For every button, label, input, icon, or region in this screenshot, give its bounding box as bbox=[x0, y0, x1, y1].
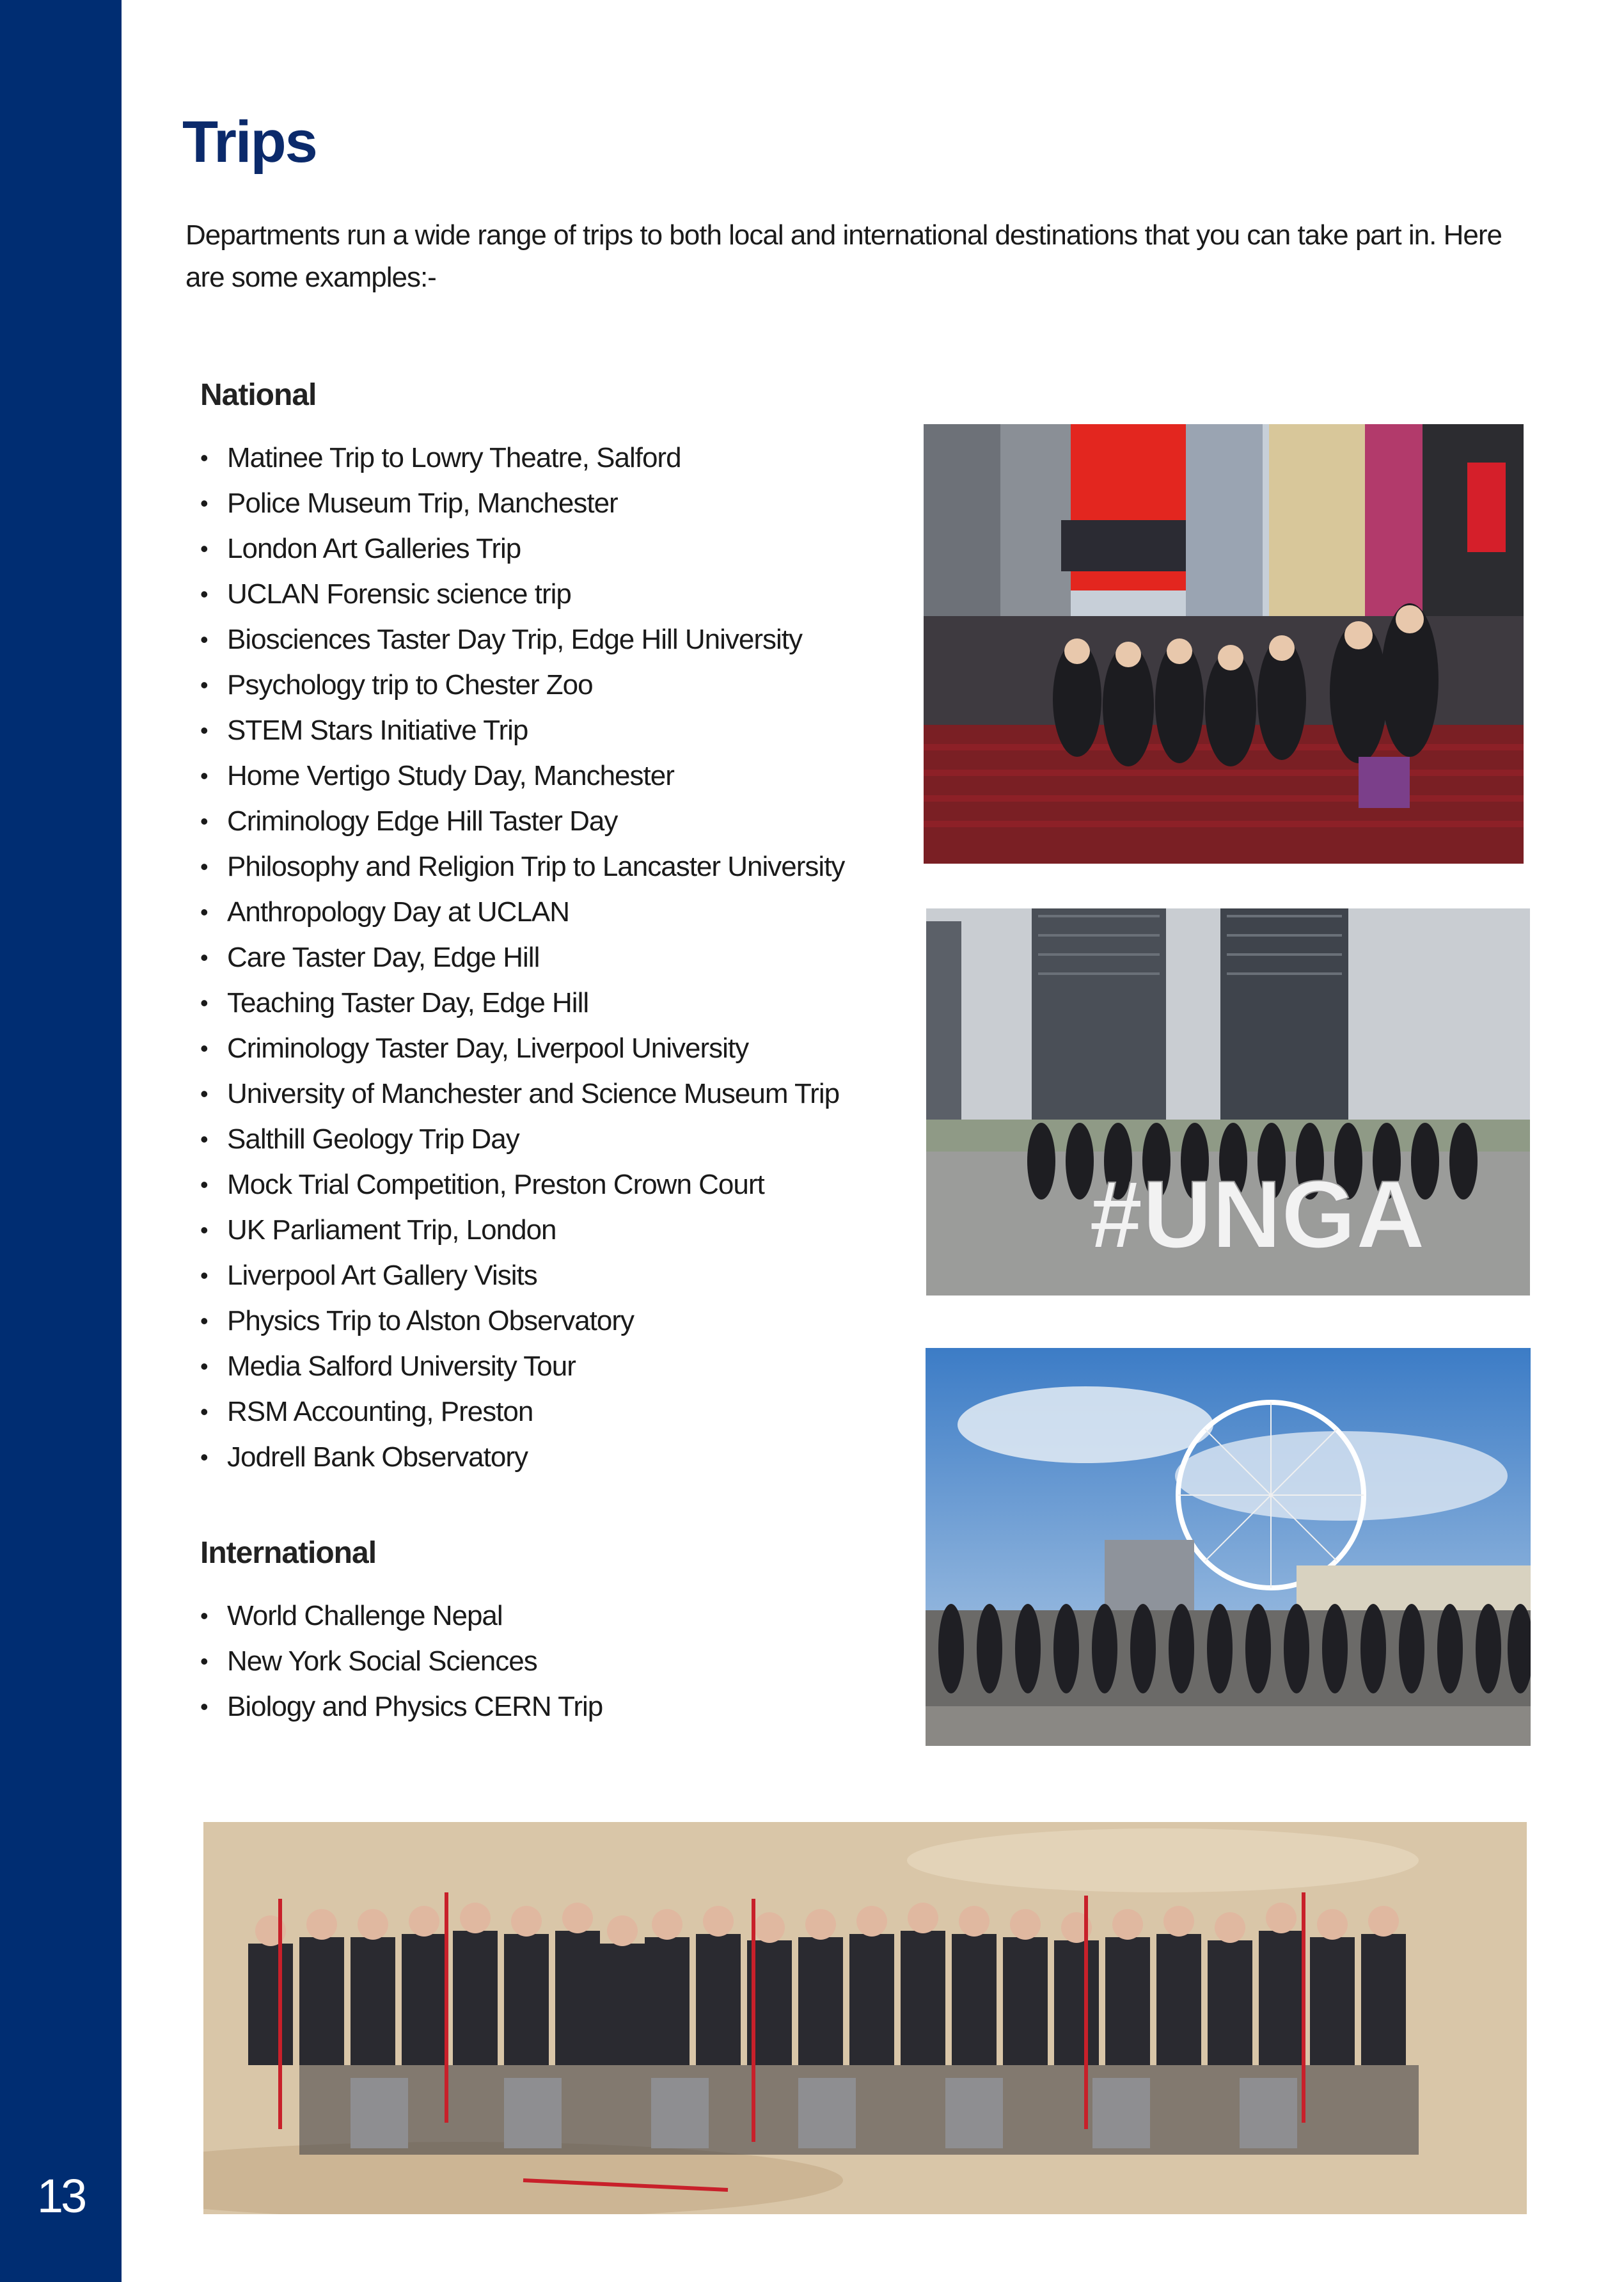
list-item: • Care Taster Day, Edge Hill bbox=[200, 935, 844, 980]
list-item: • Media Salford University Tour bbox=[200, 1343, 844, 1389]
sidebar-band bbox=[0, 0, 122, 2282]
national-heading: National bbox=[200, 378, 317, 412]
list-item: • Biology and Physics CERN Trip bbox=[200, 1684, 603, 1729]
list-item: • RSM Accounting, Preston bbox=[200, 1389, 844, 1434]
photo-times-square-group bbox=[924, 424, 1524, 864]
list-item: • Teaching Taster Day, Edge Hill bbox=[200, 980, 844, 1026]
list-item: • Psychology trip to Chester Zoo bbox=[200, 662, 844, 708]
list-item: • UCLAN Forensic science trip bbox=[200, 571, 844, 617]
list-item: • Liverpool Art Gallery Visits bbox=[200, 1253, 844, 1298]
national-trip-list bbox=[200, 435, 844, 1480]
list-item: • UK Parliament Trip, London bbox=[200, 1207, 844, 1253]
list-item: • Criminology Edge Hill Taster Day bbox=[200, 798, 844, 844]
list-item: • Physics Trip to Alston Observatory bbox=[200, 1298, 844, 1343]
list-item: • University of Manchester and Science Museum Trip bbox=[200, 1071, 844, 1116]
photo-unga-sign-group bbox=[926, 908, 1530, 1296]
list-item: • Jodrell Bank Observatory bbox=[200, 1434, 844, 1480]
list-item: • New York Social Sciences bbox=[200, 1638, 603, 1684]
list-item: • STEM Stars Initiative Trip bbox=[200, 708, 844, 753]
list-item: • Biosciences Taster Day Trip, Edge Hill University bbox=[200, 617, 844, 662]
list-item: • Matinee Trip to Lowry Theatre, Salford bbox=[200, 435, 844, 480]
list-item: • Criminology Taster Day, Liverpool University bbox=[200, 1026, 844, 1071]
page-number: 13 bbox=[36, 2169, 85, 2223]
list-item: • Police Museum Trip, Manchester bbox=[200, 480, 844, 526]
list-item: • Philosophy and Religion Trip to Lancaster University bbox=[200, 844, 844, 889]
list-item: • Salthill Geology Trip Day bbox=[200, 1116, 844, 1162]
list-item: • London Art Galleries Trip bbox=[200, 526, 844, 571]
international-heading: International bbox=[200, 1536, 377, 1570]
list-item: • Home Vertigo Study Day, Manchester bbox=[200, 753, 844, 798]
list-item: • Anthropology Day at UCLAN bbox=[200, 889, 844, 935]
list-item: • World Challenge Nepal bbox=[200, 1593, 603, 1638]
page-title: Trips bbox=[182, 109, 317, 175]
international-trip-list bbox=[200, 1593, 603, 1729]
intro-paragraph: Departments run a wide range of trips to both local and international destinations that you can take part in. Here are some examples:- bbox=[185, 219, 1502, 293]
photo-london-eye-group bbox=[926, 1348, 1531, 1746]
unga-sign-text: #UNGA bbox=[1089, 1161, 1426, 1268]
photo-sand-dunes-group bbox=[203, 1822, 1527, 2214]
list-item: • Mock Trial Competition, Preston Crown Court bbox=[200, 1162, 844, 1207]
